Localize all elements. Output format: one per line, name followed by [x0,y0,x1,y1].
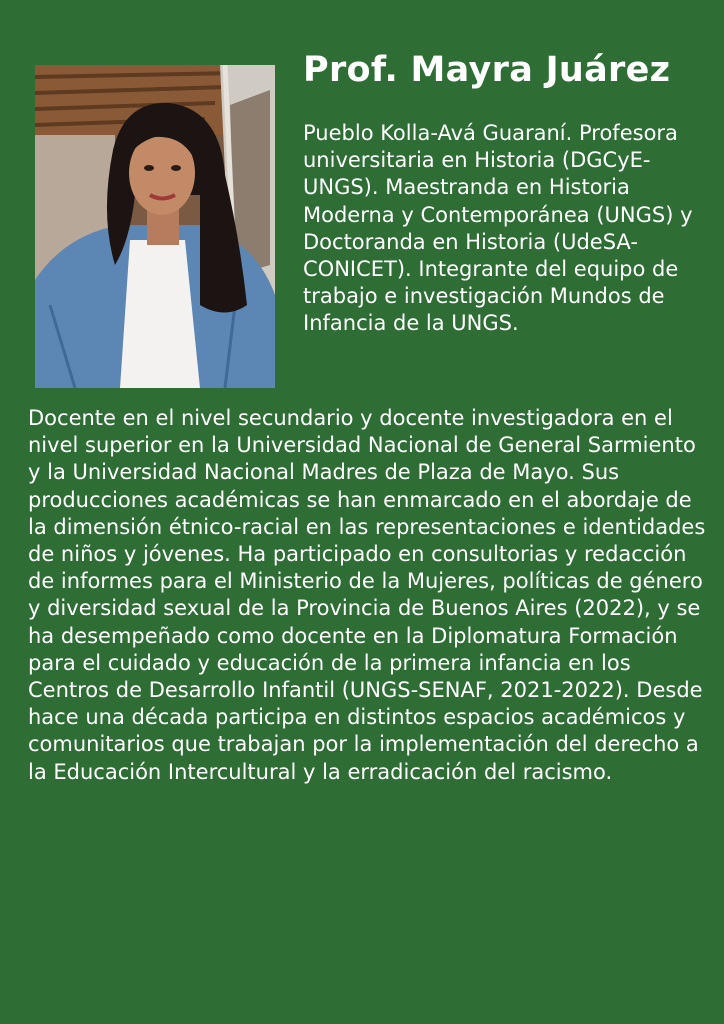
profile-photo [35,65,275,388]
long-bio: Docente en el nivel secundario y docente investigadora en el nivel superior en la Universidad Nacional de General Sarmiento y la Universidad Nacional Madres de Plaza de Mayo. Sus producciones académicas se han enmarcado en el abordaje de la dimensión étnico-racial en las representaciones e identidades de niños y jóvenes. Ha participado en consultorias y redacción de informes para el Ministerio de la Mujeres, políticas de género y diversidad sexual de la Provincia de Buenos Aires (2022), y se ha desempeñado como docente en la Diplomatura Formación para el cuidado y educación de la primera infancia en los Centros de Desarrollo Infantil (UNGS-SENAF, 2021-2022). Desde hace una década participa en distintos espacios académicos y comunitarios que trabajan por la implementación del derecho a la Educación Intercultural y la erradicación del racismo. [28,406,706,784]
short-bio: Pueblo Kolla-Avá Guaraní. Profesora universitaria en Historia (DGCyE- UNGS). Maestranda en Historia Moderna y Contemporánea (UNGS) y Doctoranda en Historia (UdeSA-CONICET). Integrante del equipo de trabajo e investigación Mundos de Infancia de la UNGS. [303,121,693,336]
profile-name: Prof. Mayra Juárez [303,50,671,90]
